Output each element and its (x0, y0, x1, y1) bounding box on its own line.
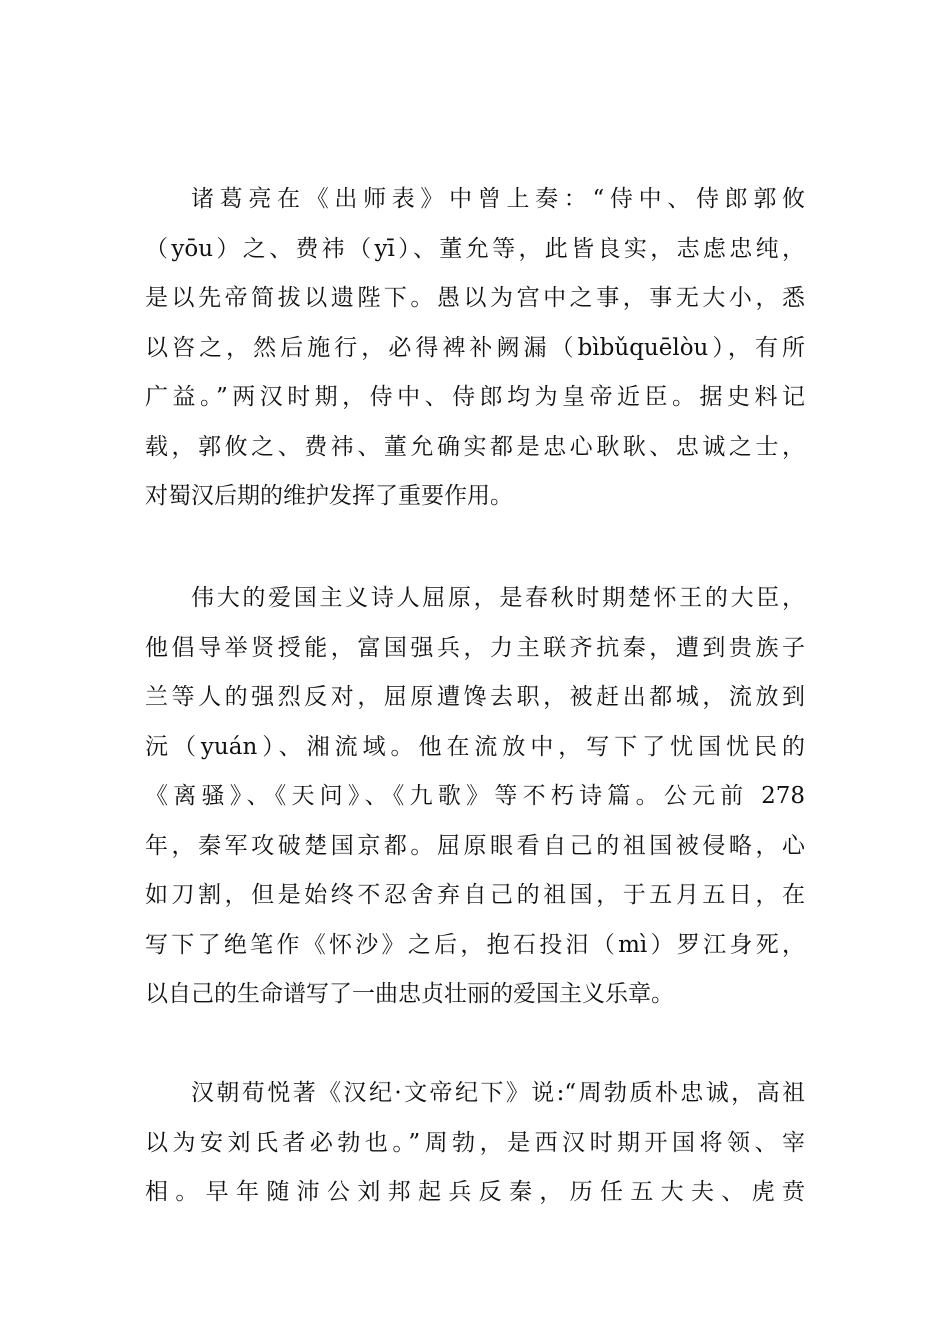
paragraph-line: 载，郭攸之、费祎、董允确实都是忠心耿耿、忠诚之士， (145, 433, 805, 460)
paragraph-line: 诸葛亮在《出师表》中曾上奏：“侍中、侍郎郭攸 (191, 186, 805, 212)
paragraph-line: 汉朝荀悦著《汉纪·文帝纪下》说:“周勃质朴忠诚，高祖 (191, 1080, 805, 1106)
paragraph-line: 相。早年随沛公刘邦起兵反秦，历任五大夫、虎贲 (145, 1179, 805, 1205)
paragraph-line: 以咨之，然后施行，必得裨补阙漏（bìbǔquēlòu），有所 (145, 334, 805, 361)
paragraph-line: 是以先帝简拔以遗陛下。愚以为宫中之事，事无大小，悉 (145, 285, 805, 311)
paragraph-line: 沅（yuán）、湘流域。他在流放中，写下了忧国忧民的 (145, 733, 805, 760)
paragraph-line: 对蜀汉后期的维护发挥了重要作用。 (145, 483, 513, 509)
paragraph-line: 年，秦军攻破楚国京都。屈原眼看自己的祖国被侵略，心 (145, 832, 805, 859)
paragraph-line: 广益。”两汉时期，侍中、侍郎均为皇帝近臣。据史料记 (145, 384, 805, 410)
paragraph-line: 写下了绝笔作《怀沙》之后，抱石投汨（mì）罗江身死， (145, 931, 805, 958)
paragraph-line: 他倡导举贤授能，富国强兵，力主联齐抗秦，遭到贵族子 (145, 634, 805, 661)
paragraph-line: 以为安刘氏者必勃也。”周勃，是西汉时期开国将领、宰 (145, 1129, 805, 1156)
paragraph-line: 兰等人的强烈反对，屈原遭馋去职，被赶出都城，流放到 (145, 684, 805, 710)
paragraph-line: 《离骚》、《天问》、《九歌》等不朽诗篇。公元前 278 (145, 783, 805, 809)
paragraph-line: 以自己的生命谱写了一曲忠贞壮丽的爱国主义乐章。 (145, 981, 674, 1007)
paragraph-line: （yōu）之、费祎（yī）、董允等，此皆良实，志虑忠纯， (145, 235, 805, 262)
paragraph-line: 如刀割，但是始终不忍舍弃自己的祖国，于五月五日，在 (145, 882, 805, 908)
paragraph-line: 伟大的爱国主义诗人屈原，是春秋时期楚怀王的大臣， (191, 585, 805, 611)
